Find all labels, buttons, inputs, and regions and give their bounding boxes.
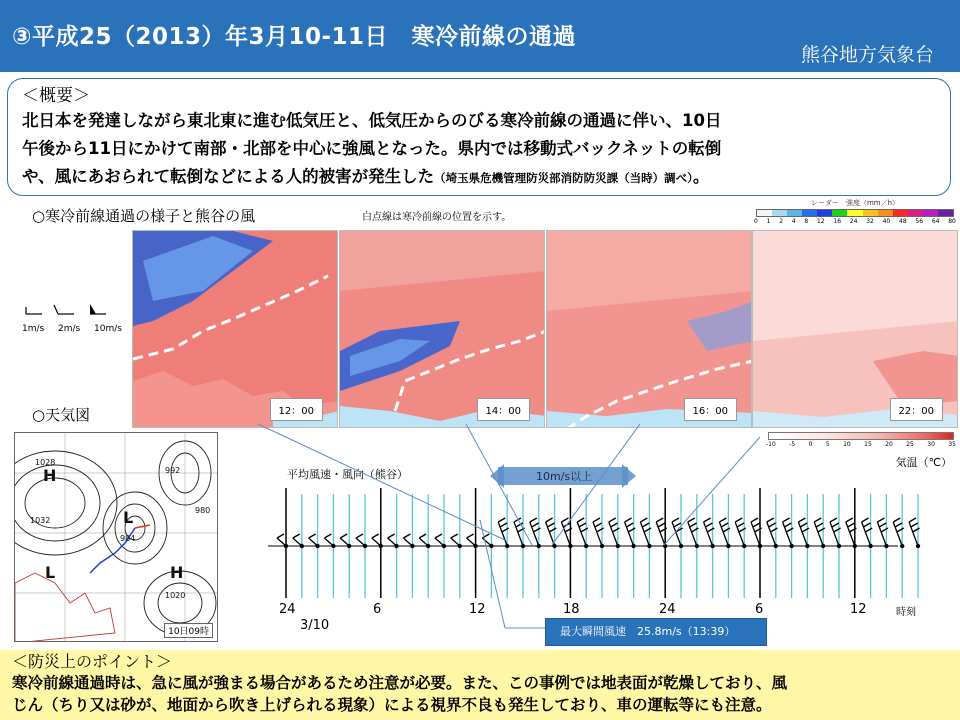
radar-legend-tick-8: 32 bbox=[866, 218, 874, 225]
radar-legend-tick-6: 16 bbox=[833, 218, 842, 225]
summary-heading: ＜概要＞ bbox=[22, 86, 90, 106]
panel-time-1200: 12：00 bbox=[270, 398, 323, 421]
prevention-points-box bbox=[0, 650, 960, 720]
points-heading: ＜防災上のポイント＞ bbox=[12, 652, 173, 671]
hour-label-18: 18 bbox=[563, 602, 580, 617]
temperature-tick-3: 5 bbox=[825, 441, 830, 448]
points-line-2: じん（ちり又は砂が、地面から吹き上げられる現象）による視界不良も発生しており、車の運転等にも注意。 bbox=[12, 696, 772, 714]
temperature-tick-4: 10 bbox=[843, 441, 851, 448]
radar-section-label: ○寒冷前線通過の様子と熊谷の風 bbox=[32, 207, 256, 225]
max-gust-box: 最大瞬間風速 25.8m/s（13:39） bbox=[545, 618, 767, 646]
panel-time-2200: 22：00 bbox=[890, 398, 943, 421]
summary-line-2: 午後から11日にかけて南部・北部を中心に強風となった。県内では移動式バックネットの転倒 bbox=[22, 139, 722, 158]
radar-legend-tick-7: 24 bbox=[849, 218, 858, 225]
radar-legend-tick-2: 2 bbox=[779, 218, 784, 225]
office-name: 熊谷地方気象台 bbox=[800, 44, 934, 66]
timeseries-title: 平均風速・風向（熊谷） bbox=[287, 468, 408, 481]
radar-legend-tick-11: 56 bbox=[915, 218, 924, 225]
panel-time-1400: 14：00 bbox=[477, 398, 530, 421]
date-label: 3/10 bbox=[300, 618, 330, 633]
hour-label-6a: 6 bbox=[373, 602, 382, 617]
hour-axis-unit: 時刻 bbox=[896, 607, 916, 618]
temperature-tick-1: -5 bbox=[789, 441, 796, 448]
front-note: 白点線は寒冷前線の位置を示す。 bbox=[362, 212, 512, 223]
high-marker-1: H bbox=[43, 466, 57, 485]
radar-legend-tick-1: 1 bbox=[766, 218, 771, 225]
weather-map-section-label: ○天気図 bbox=[32, 406, 91, 424]
summary-source: （埼玉県危機管理防災部消防防災課（当時）調べ） bbox=[434, 171, 693, 185]
summary-line-3-text: や、風にあおられて転倒などによる人的被害が発生した bbox=[22, 167, 435, 186]
hour-label-6b: 6 bbox=[755, 602, 764, 617]
radar-legend-tick-5: 12 bbox=[816, 218, 825, 225]
pressure-992: 992 bbox=[165, 466, 181, 475]
temperature-unit: 気温（℃） bbox=[895, 456, 952, 469]
radar-legend-tick-13: 80 bbox=[948, 218, 956, 225]
temperature-tick-2: 0 bbox=[808, 441, 813, 448]
wind-legend-label-3: 10m/s bbox=[94, 324, 122, 334]
radar-legend-tick-9: 40 bbox=[882, 218, 891, 225]
pressure-980: 980 bbox=[195, 506, 211, 515]
temperature-tick-9: 35 bbox=[948, 441, 956, 448]
radar-legend-tick-3: 4 bbox=[791, 218, 796, 225]
pressure-984: 984 bbox=[120, 534, 136, 543]
wind-legend-label-2: 2m/s bbox=[58, 324, 81, 334]
radar-legend-tick-0: 0 bbox=[754, 218, 758, 225]
weather-map-timestamp: 10日09時 bbox=[164, 623, 213, 638]
hour-label-24b: 24 bbox=[659, 602, 676, 617]
temperature-tick-0: -10 bbox=[766, 441, 776, 448]
slide-title: ③平成25（2013）年3月10-11日 寒冷前線の通過 bbox=[12, 24, 577, 50]
temperature-tick-6: 20 bbox=[885, 441, 893, 448]
high-marker-2: H bbox=[170, 563, 184, 582]
pressure-1020: 1020 bbox=[165, 591, 186, 600]
hour-label-12b: 12 bbox=[850, 602, 867, 617]
wind-legend-label-1: 1m/s bbox=[22, 324, 45, 334]
radar-legend-tick-4: 8 bbox=[804, 218, 809, 225]
summary-line-1: 北日本を発達しながら東北東に進む低気圧と、低気圧からのびる寒冷前線の通過に伴い、10日 bbox=[22, 111, 722, 130]
radar-legend-title: レーダー 強度（mm／h） bbox=[810, 199, 900, 207]
pressure-1032: 1032 bbox=[30, 516, 51, 525]
temperature-tick-7: 25 bbox=[906, 441, 914, 448]
pressure-1028: 1028 bbox=[35, 458, 56, 467]
summary-end: 。 bbox=[692, 167, 710, 186]
temperature-tick-5: 15 bbox=[864, 441, 872, 448]
hour-label-24a: 24 bbox=[279, 602, 296, 617]
low-marker-1: L bbox=[123, 508, 134, 527]
hour-label-12a: 12 bbox=[469, 602, 486, 617]
strong-wind-label: 10m/s以上 bbox=[536, 470, 593, 483]
radar-legend-tick-10: 48 bbox=[899, 218, 907, 225]
points-line-1: 寒冷前線通過時は、急に風が強まる場合があるため注意が必要。また、この事例では地表面が乾燥しており、風 bbox=[12, 674, 788, 692]
radar-legend-tick-12: 64 bbox=[931, 218, 940, 225]
temperature-tick-8: 30 bbox=[927, 441, 935, 448]
panel-time-1600: 16：00 bbox=[684, 398, 737, 421]
low-marker-2: L bbox=[45, 563, 56, 582]
